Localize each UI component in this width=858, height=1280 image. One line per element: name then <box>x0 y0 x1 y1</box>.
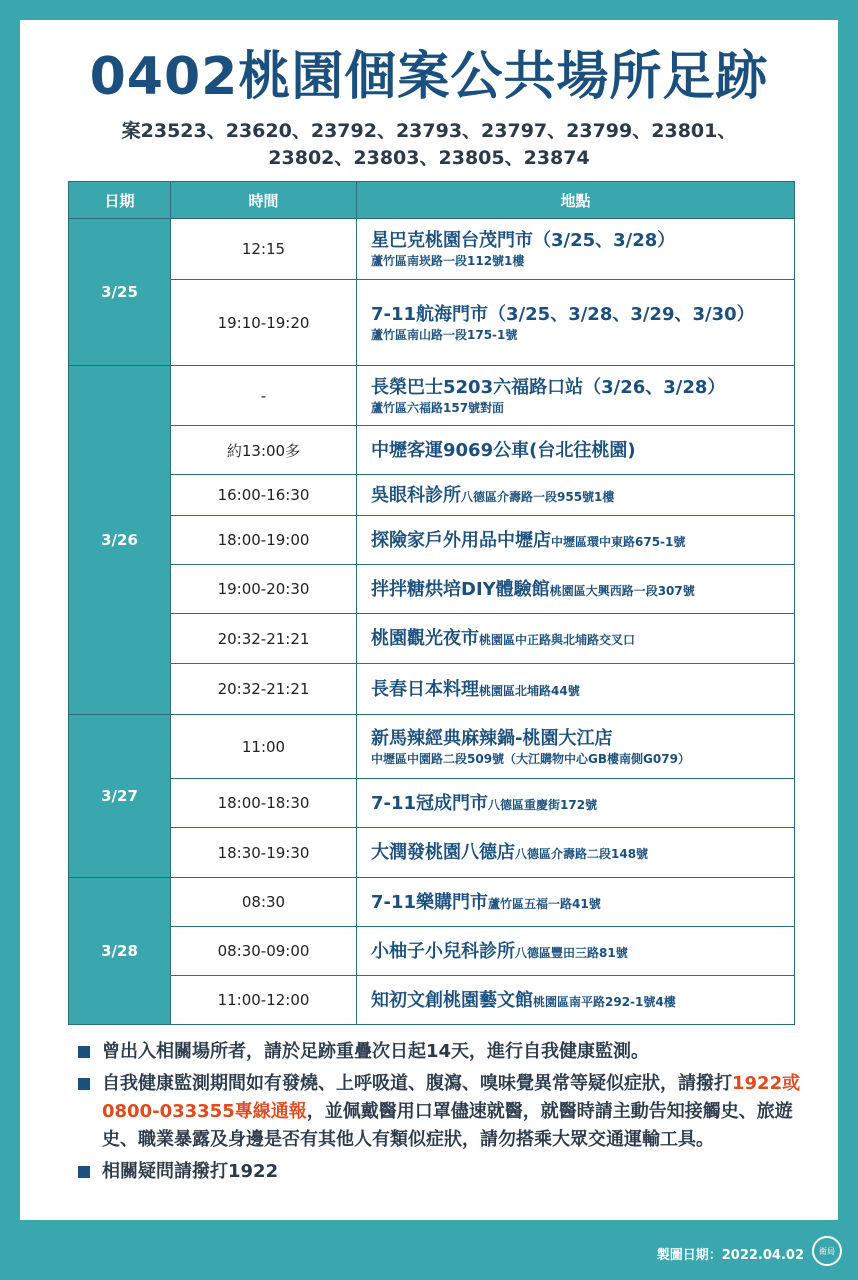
place-name: 桃園觀光夜市 <box>371 628 479 649</box>
note-text: 自我健康監測期間如有發燒、上呼吸道、腹瀉、嗅味覺異常等疑似症狀，請撥打 <box>102 1073 732 1094</box>
place-address: 桃園區南平路292-1號4樓 <box>533 994 676 1009</box>
note-item <box>76 1070 816 1154</box>
place-cell <box>357 426 795 475</box>
column-header-place: 地點 <box>357 182 795 219</box>
place-name: 7-11樂購門市 <box>371 891 489 913</box>
place-name: 知初文創桃園藝文館 <box>371 989 533 1011</box>
notes-section <box>76 1038 816 1190</box>
place-address: 中壢區環中東路675-1號 <box>551 534 686 549</box>
square-bullet-icon <box>78 1166 90 1178</box>
place-name: 新馬辣經典麻辣鍋-桃園大江店 <box>371 727 613 749</box>
page-title: 0402桃園個案公共場所足跡 <box>89 47 769 107</box>
time-cell: 18:30-19:30 <box>171 828 357 878</box>
time-cell: 08:30 <box>171 878 357 927</box>
date-cell: 3/26 <box>69 366 171 715</box>
time-cell: 11:00 <box>171 715 357 779</box>
time-cell: 約13:00多 <box>171 426 357 475</box>
place-cell <box>357 280 795 366</box>
note-text: 曾出入相關場所者，請於足跡重疊次日起14天，進行自我健康監測。 <box>102 1041 650 1062</box>
time-cell: 20:32-21:21 <box>171 614 357 664</box>
place-cell <box>357 614 795 664</box>
table-row <box>69 219 795 280</box>
place-address: 蘆竹區南山路一段175-1號 <box>371 327 518 342</box>
place-name: 7-11冠成門市 <box>371 792 489 814</box>
place-name: 7-11航海門市（3/25、3/28、3/29、3/30） <box>371 303 755 325</box>
table-row <box>69 565 795 614</box>
hotline-number: 1922或0800-033355專線通報 <box>102 1073 801 1122</box>
place-cell <box>357 565 795 614</box>
place-name: 星巴克桃園台茂門市（3/25、3/28） <box>371 230 676 251</box>
table-row <box>69 614 795 664</box>
case-numbers-line-2: 23802、23803、23805、23874 <box>268 147 590 169</box>
place-address: 桃園區中正路與北埔路交叉口 <box>479 633 636 647</box>
time-cell: 18:00-19:00 <box>171 516 357 565</box>
place-name: 大潤發桃園八德店 <box>371 842 515 863</box>
place-name: 探險家戶外用品中壢店 <box>371 529 551 551</box>
table-row <box>69 927 795 976</box>
note-text: 相關疑問請撥打1922 <box>102 1161 279 1182</box>
place-address: 八德區介壽路二段148號 <box>515 847 649 861</box>
table-row <box>69 426 795 475</box>
place-name: 拌拌糖烘培DIY體驗館 <box>371 578 550 600</box>
place-cell <box>357 219 795 280</box>
table-row <box>69 366 795 426</box>
table-row <box>69 828 795 878</box>
table-row <box>69 280 795 366</box>
square-bullet-icon <box>78 1078 90 1090</box>
time-cell: 19:10-19:20 <box>171 280 357 366</box>
place-address: 八德區重慶街172號 <box>488 797 598 812</box>
time-cell: 11:00-12:00 <box>171 976 357 1025</box>
place-name: 長春日本料理 <box>371 678 479 700</box>
place-cell <box>357 976 795 1025</box>
time-cell: - <box>171 366 357 426</box>
place-cell <box>357 516 795 565</box>
table-row <box>69 779 795 828</box>
production-date: 製圖日期：2022.04.02 <box>656 1248 804 1263</box>
table-row <box>69 664 795 715</box>
footprint-table <box>68 181 795 1025</box>
place-address: 八德區介壽路一段955號1樓 <box>461 489 615 504</box>
table-row <box>69 976 795 1025</box>
place-cell <box>357 475 795 516</box>
table-row <box>69 715 795 779</box>
time-cell: 08:30-09:00 <box>171 927 357 976</box>
place-address: 蘆竹區南崁路一段112號1樓 <box>371 254 525 268</box>
place-cell <box>357 927 795 976</box>
place-name: 小柚子小兒科診所 <box>371 940 515 962</box>
date-cell: 3/25 <box>69 219 171 366</box>
place-address: 蘆竹區五福一路41號 <box>488 896 601 911</box>
note-text: ，並佩戴醫用口罩儘速就醫，就醫時請主動告知接觸史、旅遊史、職業暴露及身邊是否有其他人有類似症狀，請勿搭乘大眾交通運輸工具。 <box>102 1101 793 1150</box>
place-name: 中壢客運9069公車(台北往桃園) <box>371 439 636 461</box>
place-address: 中壢區中園路二段509號（大江購物中心GB樓南側G079） <box>371 751 690 766</box>
time-cell: 20:32-21:21 <box>171 664 357 715</box>
place-cell <box>357 828 795 878</box>
column-header-date: 日期 <box>69 182 171 219</box>
place-address: 桃園區北埔路44號 <box>479 683 580 698</box>
place-cell <box>357 878 795 927</box>
place-cell <box>357 715 795 779</box>
note-item <box>76 1158 816 1186</box>
seal-text: 衛局 <box>819 1246 835 1256</box>
place-address: 桃園區大興西路一段307號 <box>549 583 695 598</box>
place-name: 吳眼科診所 <box>371 484 461 506</box>
case-numbers <box>20 118 838 172</box>
case-numbers-line-1: 案23523、23620、23792、23793、23797、23799、23801、 <box>121 120 737 142</box>
time-cell: 16:00-16:30 <box>171 475 357 516</box>
place-address: 蘆竹區六福路157號對面 <box>371 400 505 415</box>
date-cell: 3/27 <box>69 715 171 878</box>
note-item <box>76 1038 816 1066</box>
table-row <box>69 475 795 516</box>
place-cell <box>357 366 795 426</box>
health-bureau-seal-icon <box>812 1236 842 1266</box>
column-header-time: 時間 <box>171 182 357 219</box>
time-cell: 19:00-20:30 <box>171 565 357 614</box>
place-cell <box>357 779 795 828</box>
time-cell: 18:00-18:30 <box>171 779 357 828</box>
square-bullet-icon <box>78 1046 90 1058</box>
table-header-row <box>69 182 795 219</box>
time-cell: 12:15 <box>171 219 357 280</box>
place-address: 八德區豐田三路81號 <box>515 945 628 960</box>
table-row <box>69 878 795 927</box>
place-name: 長榮巴士5203六福路口站（3/26、3/28） <box>371 376 726 398</box>
table-row <box>69 516 795 565</box>
date-cell: 3/28 <box>69 878 171 1025</box>
place-cell <box>357 664 795 715</box>
